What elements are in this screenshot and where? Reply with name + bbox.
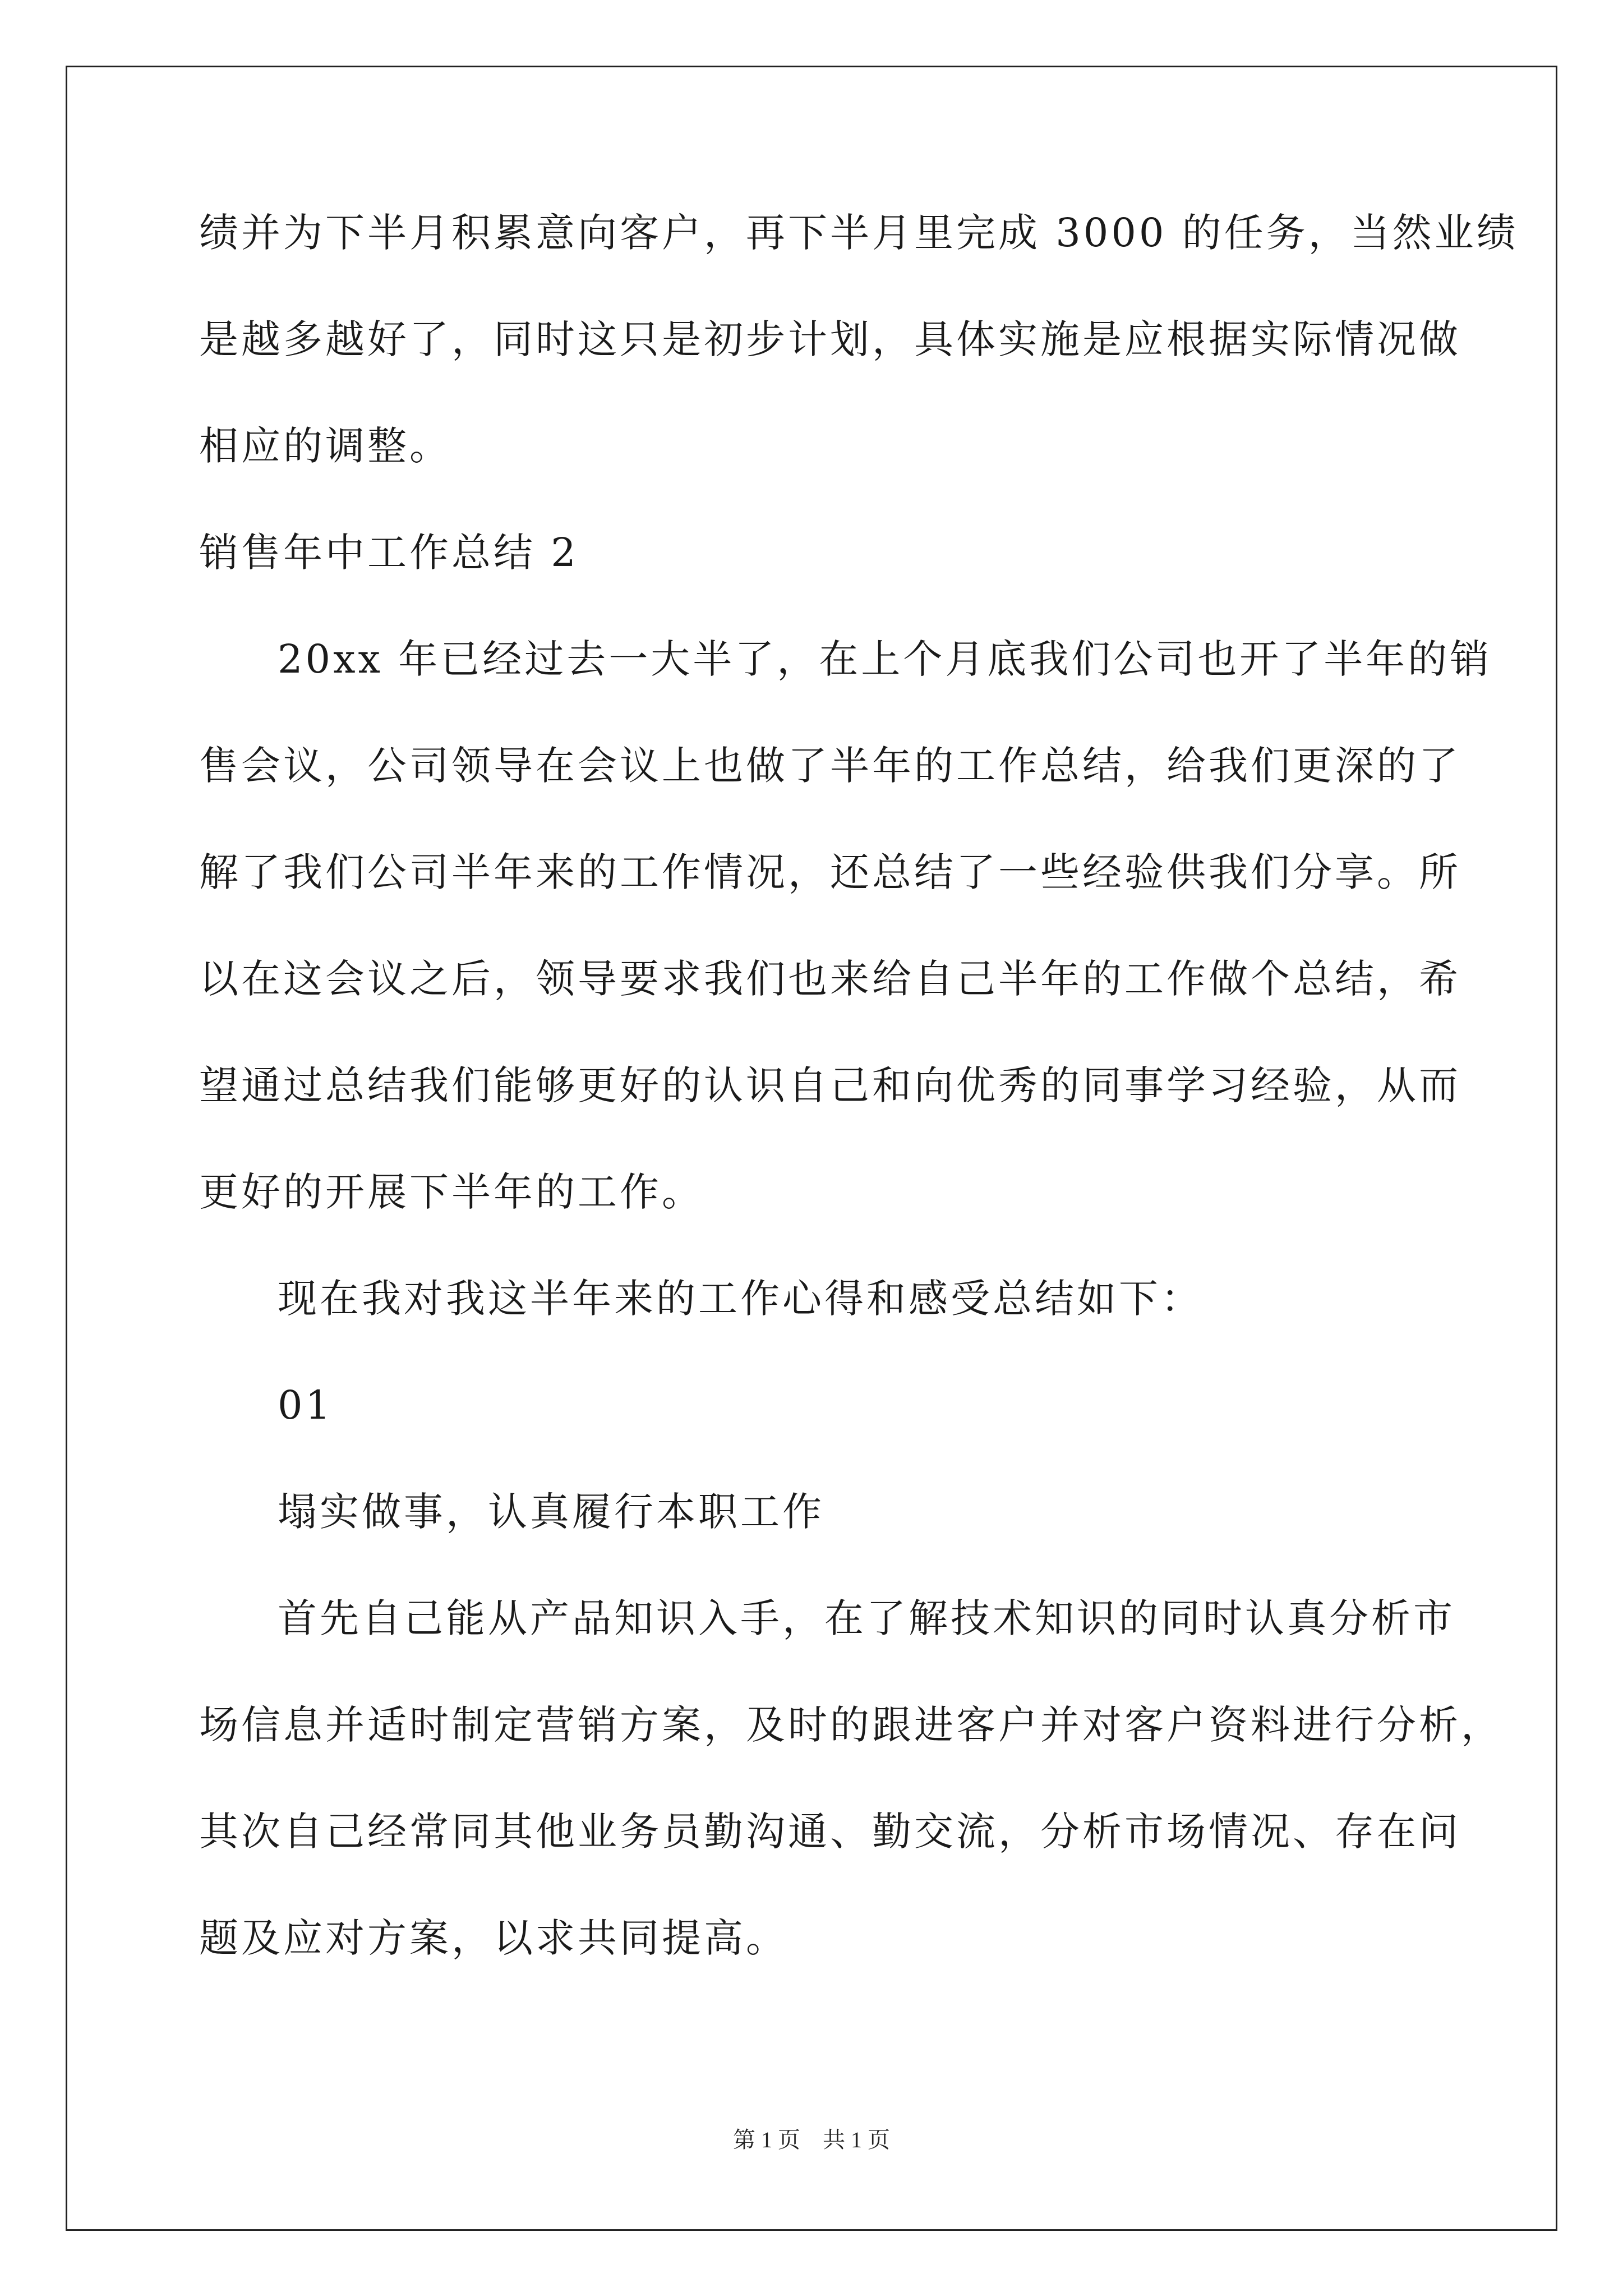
section-heading: 销售年中工作总结 2 bbox=[199, 530, 579, 576]
text-line: 望通过总结我们能够更好的认识自己和向优秀的同事学习经验，从而 bbox=[199, 1062, 1461, 1108]
text-line: 题及应对方案，以求共同提高。 bbox=[199, 1915, 788, 1961]
text-line: 以在这会议之后，领导要求我们也来给自己半年的工作做个总结，希 bbox=[199, 956, 1461, 1002]
text-line: 相应的调整。 bbox=[199, 423, 451, 469]
text-line: 是越多越好了，同时这只是初步计划，具体实施是应根据实际情况做 bbox=[199, 316, 1461, 362]
item-number: 01 bbox=[278, 1382, 334, 1428]
text-line: 现在我对我这半年来的工作心得和感受总结如下： bbox=[278, 1276, 1203, 1322]
text-line: 20xx 年已经过去一大半了，在上个月底我们公司也开了半年的销 bbox=[278, 636, 1492, 682]
text-line: 场信息并适时制定营销方案，及时的跟进客户并对客户资料进行分析， bbox=[199, 1702, 1503, 1748]
subsection-heading: 塌实做事，认真履行本职工作 bbox=[278, 1489, 824, 1535]
page-number: 第 1 页 共 1 页 bbox=[733, 2127, 890, 2152]
text-line: 更好的开展下半年的工作。 bbox=[199, 1169, 704, 1215]
text-line: 绩并为下半月积累意向客户，再下半月里完成 3000 的任务，当然业绩 bbox=[199, 210, 1519, 256]
text-line: 解了我们公司半年来的工作情况，还总结了一些经验供我们分享。所 bbox=[199, 849, 1461, 895]
text-line: 其次自己经常同其他业务员勤沟通、勤交流，分析市场情况、存在问 bbox=[199, 1809, 1461, 1855]
text-line: 首先自己能从产品知识入手，在了解技术知识的同时认真分析市 bbox=[278, 1595, 1455, 1641]
text-line: 售会议，公司领导在会议上也做了半年的工作总结，给我们更深的了 bbox=[199, 743, 1461, 789]
page-border bbox=[66, 66, 1557, 2231]
